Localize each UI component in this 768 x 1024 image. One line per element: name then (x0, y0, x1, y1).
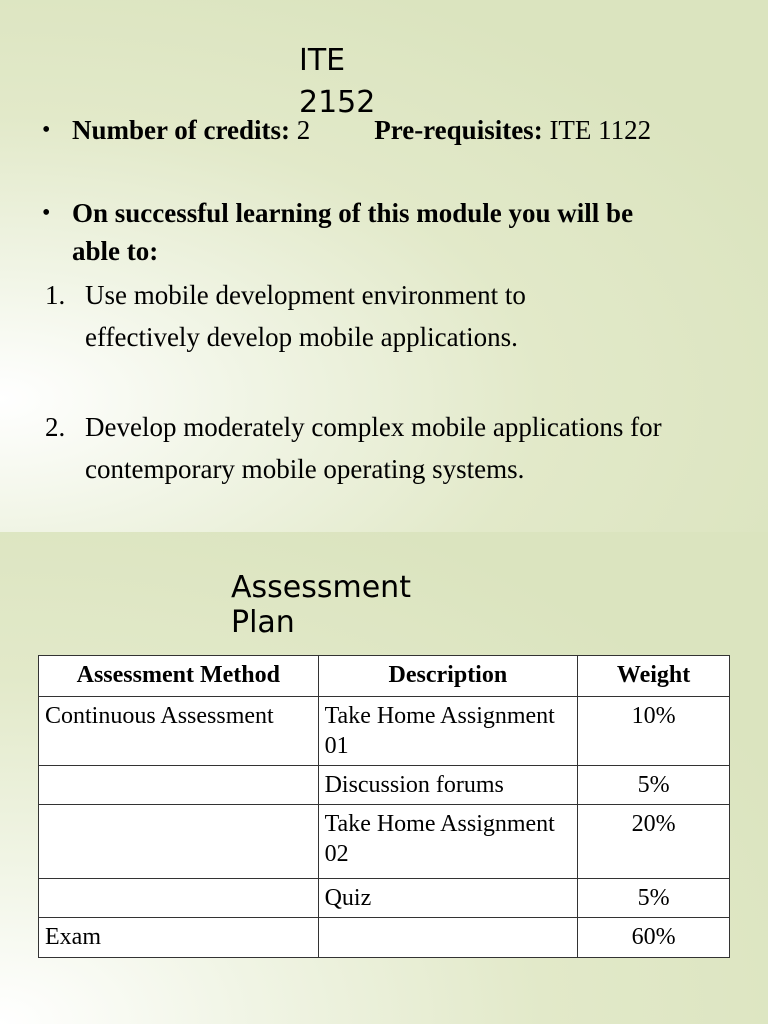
cell-description: Quiz (318, 879, 578, 918)
header-description: Description (318, 656, 578, 697)
cell-weight: 60% (578, 918, 730, 958)
cell-description: Take Home Assignment 01 (318, 697, 578, 766)
cell-weight: 5% (578, 879, 730, 918)
assessment-plan-title: Assessment Plan (231, 570, 411, 640)
table-row (39, 697, 730, 766)
outcome-number: 2. (45, 412, 66, 442)
cell-method: Continuous Assessment (39, 697, 319, 766)
table-row (39, 918, 730, 958)
cell-description: Take Home Assignment 02 (318, 805, 578, 879)
cell-weight: 10% (578, 697, 730, 766)
header-assessment-method: Assessment Method (39, 656, 319, 697)
table-row (39, 805, 730, 879)
cell-method (39, 766, 319, 805)
credits-bullet (72, 111, 712, 149)
credits-value: 2 (296, 115, 311, 145)
outcome-number: 1. (45, 280, 66, 310)
cell-description (318, 918, 578, 958)
assessment-table (38, 655, 730, 958)
outcome-item (45, 274, 605, 358)
cell-method (39, 805, 319, 879)
prereq-label: Pre-requisites: (374, 115, 543, 145)
course-code-title: ITE 2152 (299, 43, 376, 120)
outcomes-intro: On successful learning of this module you will be able to: (72, 198, 634, 266)
outcome-text: Use mobile development environment to effectively develop mobile applications. (85, 280, 526, 352)
header-weight: Weight (578, 656, 730, 697)
table-header-row (39, 656, 730, 697)
table-row (39, 879, 730, 918)
slide-assessment-plan (0, 532, 768, 1024)
cell-description: Discussion forums (318, 766, 578, 805)
outcome-text: Develop moderately complex mobile applications for contemporary mobile operating systems. (85, 412, 662, 484)
credits-label: Number of credits: (72, 115, 290, 145)
cell-method: Exam (39, 918, 319, 958)
table-row (39, 766, 730, 805)
prereq-value: ITE 1122 (549, 115, 652, 145)
cell-method (39, 879, 319, 918)
outcomes-intro-bullet (72, 194, 672, 270)
cell-weight: 5% (578, 766, 730, 805)
cell-weight: 20% (578, 805, 730, 879)
outcome-item (45, 406, 725, 490)
